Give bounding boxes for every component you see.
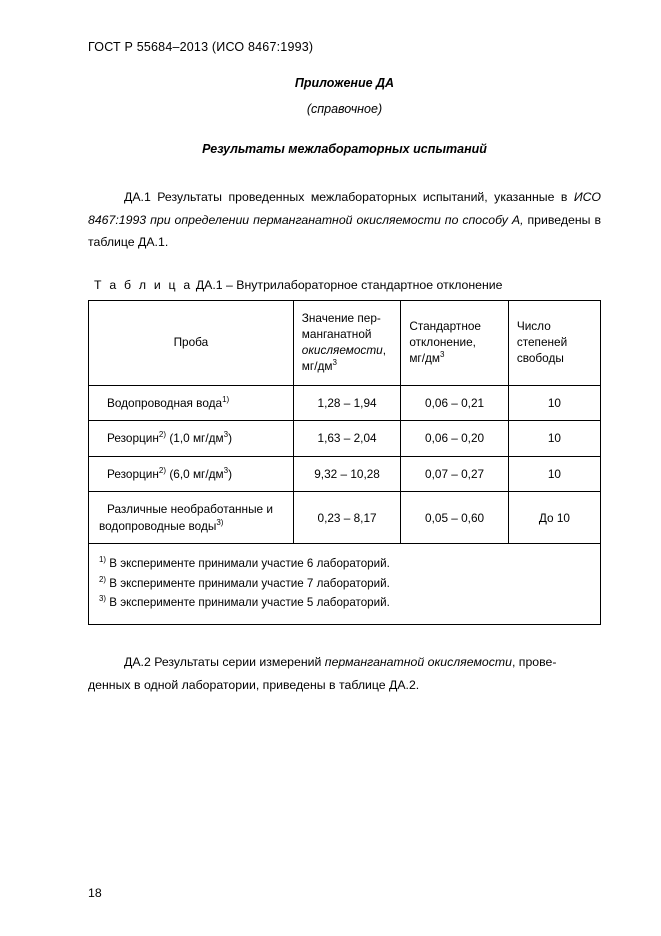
table-caption bbox=[94, 278, 601, 292]
table-body bbox=[89, 385, 601, 624]
row3-sample-text: Резорцин bbox=[107, 466, 159, 481]
row3-sample-sup: 2) bbox=[158, 466, 167, 475]
document-header: ГОСТ Р 55684–2013 (ИСО 8467:1993) bbox=[88, 40, 314, 54]
row2-sample-sup: 2) bbox=[158, 430, 167, 440]
header-label-degrees bbox=[509, 309, 600, 377]
row1-sample-sup: 1) bbox=[222, 394, 230, 404]
paragraph-da1-part2: ИСО 8467:1993 при определении перманганатной окисляемости по способу А, bbox=[88, 190, 601, 227]
table-header-cell-degrees bbox=[508, 301, 600, 386]
note1-sup: 1) bbox=[99, 555, 107, 565]
paragraph-da1-part3: приведены в таблице ДА.1. bbox=[88, 212, 601, 250]
header-value-line1: Значение пер- bbox=[301, 311, 381, 326]
paragraph-da2-line2: денных в одной лаборатории, приведены в таблице ДА.2. bbox=[88, 677, 420, 692]
note2-text: В эксперименте принимали участие 7 лабораторий. bbox=[106, 576, 390, 590]
table-cell-degrees bbox=[508, 421, 600, 457]
row3-deviation: 0,07 – 0,27 bbox=[425, 466, 485, 481]
row3-sample bbox=[89, 457, 293, 492]
table-note bbox=[99, 593, 590, 612]
header-degrees-line1: Число bbox=[516, 319, 551, 334]
table-cell-deviation bbox=[401, 492, 509, 544]
table-cell-value bbox=[293, 385, 401, 421]
row4-deviation: 0,05 – 0,60 bbox=[425, 510, 485, 525]
row3-degrees: 10 bbox=[547, 466, 561, 481]
table-cell-value bbox=[293, 492, 401, 544]
note2-sup: 2) bbox=[99, 574, 107, 584]
row2-sample-suffix: (1,0 мг/дм bbox=[166, 431, 224, 446]
table-row bbox=[89, 385, 601, 421]
table-note bbox=[99, 554, 590, 573]
row1-value: 1,28 – 1,94 bbox=[317, 395, 377, 410]
table-header-cell-value bbox=[293, 301, 401, 386]
row2-deviation: 0,06 – 0,20 bbox=[425, 431, 485, 446]
table-cell-deviation bbox=[401, 385, 509, 421]
row3-value: 9,32 – 10,28 bbox=[314, 466, 380, 481]
table-row bbox=[89, 421, 601, 457]
section-title: Результаты межлабораторных испытаний bbox=[202, 142, 487, 156]
header-deviation-line2: отклонение, bbox=[409, 335, 476, 350]
row2-degrees: 10 bbox=[547, 431, 561, 446]
table-header-row bbox=[89, 301, 601, 386]
note3-sup: 3) bbox=[99, 593, 107, 603]
header-value-line3-italic: окисляемости bbox=[301, 343, 383, 358]
row1-sample-text: Водопроводная вода bbox=[107, 395, 223, 410]
table-cell-deviation bbox=[401, 456, 509, 492]
row3-sample-suffix-end: ) bbox=[228, 466, 233, 481]
header-label-sample: Проба bbox=[173, 335, 209, 350]
table-row bbox=[89, 456, 601, 492]
row1-deviation: 0,06 – 0,21 bbox=[425, 395, 485, 410]
row4-sample bbox=[89, 492, 293, 543]
table-cell-value bbox=[293, 421, 401, 457]
table-note bbox=[99, 574, 590, 593]
paragraph-da2-part1: ДА.2 Результаты серии измерений bbox=[124, 654, 325, 669]
row3-sample-suffix-sup: 3 bbox=[223, 466, 229, 475]
row2-sample-suffix-end: ) bbox=[228, 431, 233, 446]
header-deviation-line1: Стандартное bbox=[409, 319, 481, 334]
row2-sample-suffix-sup: 3 bbox=[223, 430, 229, 440]
header-deviation-line3: мг/дм bbox=[409, 351, 440, 365]
results-table bbox=[88, 300, 601, 625]
row3-sample-suffix: (6,0 мг/дм bbox=[166, 466, 224, 481]
row4-degrees: До 10 bbox=[538, 510, 570, 525]
table-cell-degrees bbox=[508, 385, 600, 421]
appendix-subtitle: (справочное) bbox=[306, 102, 383, 116]
table-cell-sample bbox=[89, 456, 294, 492]
table-caption-number: ДА.1 – Внутрилабораторное стандартное отклонение bbox=[192, 278, 503, 293]
row2-value: 1,63 – 2,04 bbox=[317, 431, 377, 446]
header-value-line3-rest: , bbox=[382, 343, 386, 358]
row4-value: 0,23 – 8,17 bbox=[317, 510, 377, 525]
row4-sample-line2: водопроводные воды bbox=[99, 518, 217, 533]
table-notes bbox=[89, 544, 600, 623]
row1-sample bbox=[89, 386, 293, 421]
table-cell-degrees bbox=[508, 492, 600, 544]
table-cell-sample bbox=[89, 385, 294, 421]
table-cell-degrees bbox=[508, 456, 600, 492]
table-header-cell-deviation bbox=[401, 301, 509, 386]
page-number: 18 bbox=[88, 886, 102, 900]
row2-sample-text: Резорцин bbox=[107, 431, 159, 446]
header-value-line4-sup: 3 bbox=[332, 358, 337, 368]
table-cell-deviation bbox=[401, 421, 509, 457]
paragraph-da1-part1: ДА.1 Результаты проведенных межлабораторных испытаний, указанные в bbox=[124, 190, 574, 204]
header-degrees-line2: степеней bbox=[516, 335, 568, 350]
paragraph-da2-part2: перманганатной окисляемости bbox=[324, 654, 512, 669]
table-header-cell-sample bbox=[89, 301, 294, 386]
table-cell-sample bbox=[89, 492, 294, 544]
table-caption-label: Т а б л и ц а bbox=[94, 278, 193, 293]
paragraph-da2-part3: , прове- bbox=[511, 654, 557, 669]
note1-text: В эксперименте принимали участие 6 лабораторий. bbox=[106, 557, 390, 571]
header-value-line2: манганатной bbox=[301, 327, 372, 342]
table-header bbox=[89, 301, 601, 386]
paragraph-da1 bbox=[88, 186, 601, 254]
table-row bbox=[89, 492, 601, 544]
row1-degrees: 10 bbox=[547, 395, 561, 410]
row4-sample-sup: 3) bbox=[216, 518, 224, 528]
table-notes-row bbox=[89, 544, 601, 624]
header-degrees-line3: свободы bbox=[516, 351, 564, 365]
header-deviation-line3-sup: 3 bbox=[440, 350, 445, 360]
header-value-line4: мг/дм bbox=[301, 358, 333, 373]
appendix-title: Приложение ДА bbox=[294, 76, 395, 90]
note3-text: В эксперименте принимали участие 5 лабораторий. bbox=[106, 595, 390, 609]
row4-sample-line1: Различные необработанные и bbox=[107, 502, 273, 517]
table-cell-notes bbox=[89, 544, 601, 624]
header-label-deviation bbox=[401, 309, 508, 377]
table-cell-value bbox=[293, 456, 401, 492]
paragraph-da2 bbox=[88, 651, 601, 696]
header-label-value bbox=[294, 301, 401, 385]
row2-sample bbox=[89, 421, 293, 456]
table-cell-sample bbox=[89, 421, 294, 457]
